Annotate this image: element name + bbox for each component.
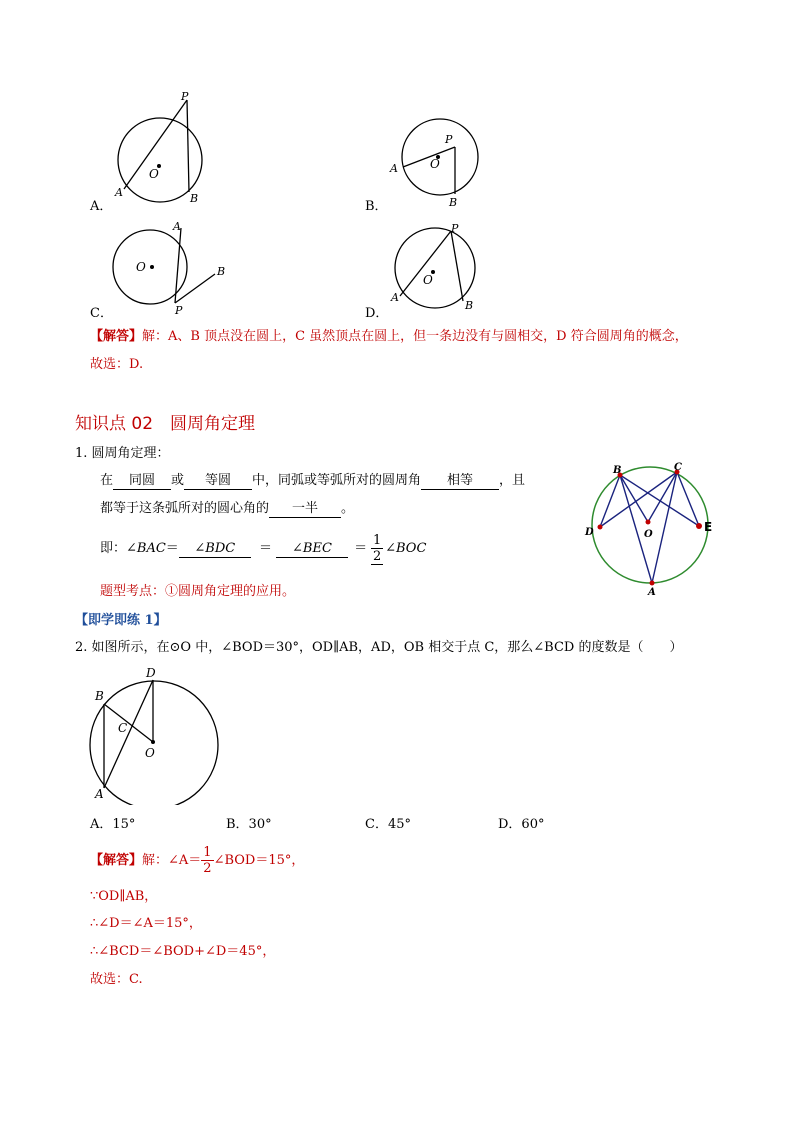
choice-b[interactable]: B．30° xyxy=(226,817,272,832)
equals-sign: ＝ xyxy=(354,541,368,556)
svg-text:C: C xyxy=(674,462,682,473)
svg-text:A: A xyxy=(95,787,104,801)
theorem-equation xyxy=(100,532,426,566)
theorem-line2 xyxy=(100,500,354,518)
option-a-diagram xyxy=(105,88,215,208)
blank-same-circle: 同圆 xyxy=(113,473,171,490)
svg-text:A: A xyxy=(390,162,398,175)
svg-text:B: B xyxy=(465,299,474,312)
theorem-text: 或 xyxy=(171,473,185,488)
angle-boc: ∠BOC xyxy=(385,541,427,556)
svg-text:E: E xyxy=(704,520,713,534)
option-d-label[interactable]: D． xyxy=(365,306,389,321)
svg-text:B: B xyxy=(613,465,622,476)
svg-text:A: A xyxy=(391,291,399,304)
svg-text:O: O xyxy=(145,746,155,760)
equation-prefix: 即： xyxy=(100,541,127,556)
choice-a[interactable]: A．15° xyxy=(90,817,136,832)
svg-text:A: A xyxy=(115,186,123,199)
answer2-text: ∠BOD＝15°， xyxy=(213,853,305,868)
svg-text:D: D xyxy=(585,527,594,538)
answer2-line5: 故选：C. xyxy=(90,972,143,987)
practice-diagram xyxy=(88,660,228,805)
blank-fraction xyxy=(369,533,385,565)
answer2-line4: ∴∠BCD＝∠BOD+∠D＝45°， xyxy=(90,944,276,959)
blank-half: 一半 xyxy=(269,501,341,518)
svg-text:O: O xyxy=(644,529,653,540)
svg-text:C: C xyxy=(118,721,128,735)
equals-sign: ＝ xyxy=(258,541,272,556)
svg-text:B: B xyxy=(190,192,199,205)
answer1-tag: 【解答】 xyxy=(90,329,143,344)
fraction-denominator: 2 xyxy=(372,548,382,564)
option-b-diagram xyxy=(385,112,485,212)
equals-sign: ＝ xyxy=(165,541,179,556)
option-c-label[interactable]: C． xyxy=(90,306,113,321)
answer2-line3: ∴∠D＝∠A＝15°， xyxy=(90,916,202,931)
theorem-text: ，且 xyxy=(499,473,526,488)
choice-d[interactable]: D．60° xyxy=(498,817,545,832)
choice-c[interactable]: C．45° xyxy=(365,817,411,832)
option-c-diagram xyxy=(105,218,235,318)
angle-bac: ∠BAC xyxy=(126,541,166,556)
practice-tag: 【即学即练 1】 xyxy=(75,613,167,628)
svg-text:P: P xyxy=(445,133,453,146)
section-title: 知识点 02 圆周角定理 xyxy=(75,414,256,434)
blank-equal: 相等 xyxy=(421,473,499,490)
practice-question: 2. 如图所示，在⊙O 中，∠BOD＝30°，OD∥AB，AD，OB 相交于点 C，那么∠BCD 的度数是（ ） xyxy=(75,640,683,655)
answer2-text: 解：∠A＝ xyxy=(142,853,202,868)
answer1-line1 xyxy=(90,328,688,346)
theorem-line1 xyxy=(100,472,525,490)
svg-text:O: O xyxy=(149,167,159,181)
svg-text:P: P xyxy=(175,304,183,317)
svg-text:A: A xyxy=(173,220,181,233)
svg-text:B: B xyxy=(449,196,458,209)
svg-text:B: B xyxy=(217,265,226,278)
theorem-text: 在 xyxy=(100,473,114,488)
theorem-text: 。 xyxy=(341,501,355,516)
svg-text:P: P xyxy=(451,222,459,235)
fraction-numerator: 1 xyxy=(203,845,212,860)
svg-text:B: B xyxy=(95,689,104,703)
answer2-tag: 【解答】 xyxy=(90,853,143,868)
fraction-denominator: 2 xyxy=(203,861,212,876)
svg-text:O: O xyxy=(423,273,433,287)
svg-text:O: O xyxy=(136,260,146,274)
option-a-label[interactable]: A． xyxy=(90,199,113,214)
blank-equal-circle: 等圆 xyxy=(184,473,252,490)
blank-angle-bec: ∠BEC xyxy=(276,541,348,558)
blank-angle-bdc: ∠BDC xyxy=(179,541,251,558)
option-b-label[interactable]: B． xyxy=(365,199,388,214)
answer2-line2: ∵OD∥AB， xyxy=(90,889,158,904)
answer2-line1 xyxy=(90,845,304,877)
svg-text:A: A xyxy=(648,587,656,595)
theorem-text: 中，同弧或等弧所对的圆周角 xyxy=(252,473,422,488)
answer1-text1: 解：A、B 顶点没在圆上，C 虽然顶点在圆上，但一条边没有与圆相交，D 符合圆周角的概念， xyxy=(142,329,688,344)
svg-text:P: P xyxy=(181,90,189,103)
topic-line: 题型考点：①圆周角定理的应用。 xyxy=(100,584,296,599)
theorem-text: 都等于这条弧所对的圆心角的 xyxy=(100,501,270,516)
theorem-diagram xyxy=(580,455,720,595)
option-d-diagram xyxy=(385,218,495,318)
svg-text:O: O xyxy=(430,157,440,171)
svg-text:D: D xyxy=(146,666,156,680)
fraction-numerator: 1 xyxy=(372,532,382,548)
answer1-line2: 故选：D. xyxy=(90,357,144,372)
theorem-item: 1. 圆周角定理： xyxy=(75,446,170,461)
